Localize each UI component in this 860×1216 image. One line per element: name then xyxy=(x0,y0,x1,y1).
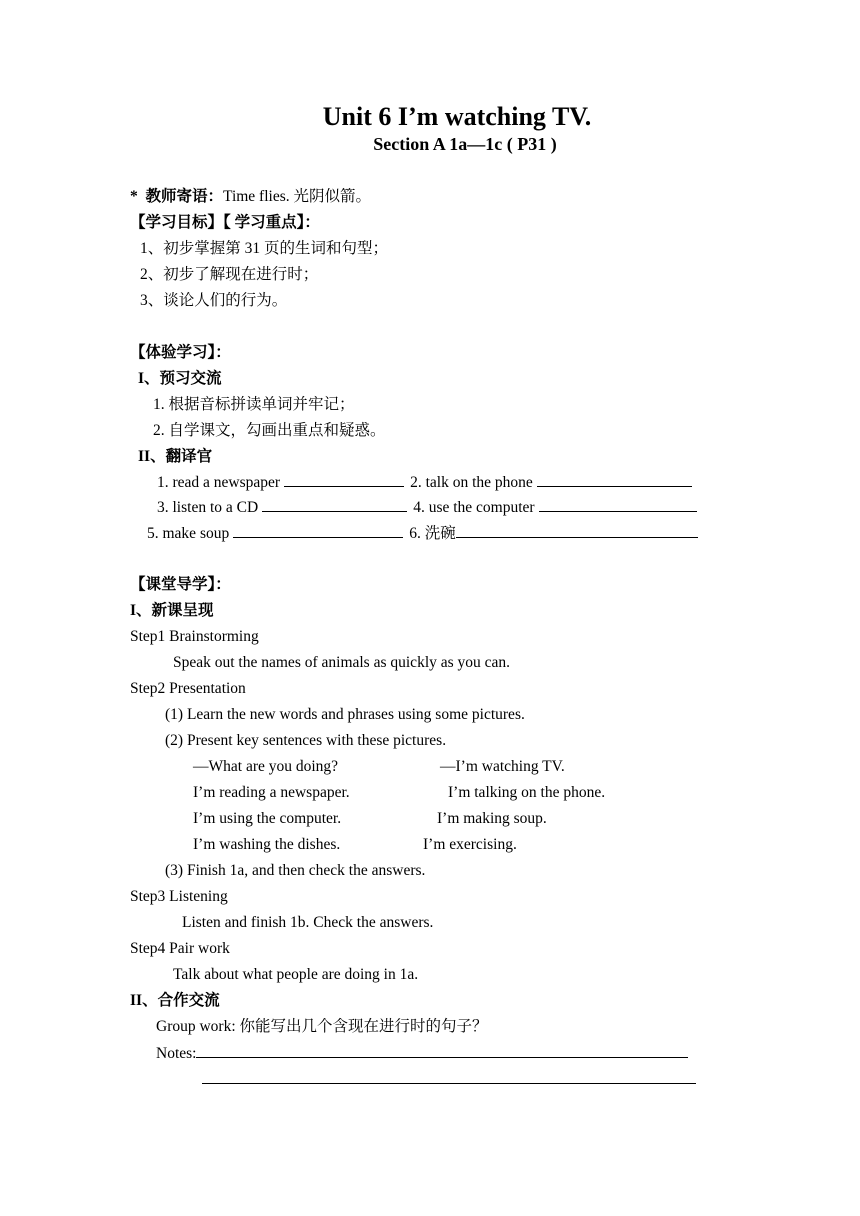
objectives-heading: 【学习目标】【 学习重点】： xyxy=(130,214,320,231)
objective-item: 2、初步了解现在进行时； xyxy=(140,266,319,283)
step-1-text: Speak out the names of animals as quickly as you can. xyxy=(173,654,511,671)
motto-label: 教师寄语： xyxy=(145,188,224,205)
answer-blank[interactable] xyxy=(233,523,403,538)
answer-blank[interactable] xyxy=(456,523,698,538)
step-4: Step4 Pair work xyxy=(130,940,230,957)
step-2-item: (3) Finish 1a, and then check the answers. xyxy=(165,862,426,879)
step-2-item: (2) Present key sentences with these pictures. xyxy=(165,732,447,749)
translate-row xyxy=(157,497,697,518)
group-work: Group work: 你能写出几个含现在进行时的句子？ xyxy=(156,1018,488,1035)
answer-blank[interactable] xyxy=(284,472,404,487)
translate-row xyxy=(147,523,698,544)
answer-blank[interactable] xyxy=(262,497,407,512)
step-2-item: (1) Learn the new words and phrases using some pictures. xyxy=(165,706,525,723)
motto-bullet: * xyxy=(130,188,138,205)
cooperation-heading: II、合作交流 xyxy=(130,992,220,1009)
preview-item: 2. 自学课文，勾画出重点和疑惑。 xyxy=(153,422,386,439)
page-title: Unit 6 I’m watching TV. xyxy=(322,102,592,131)
new-lesson-heading: I、新课呈现 xyxy=(130,602,214,619)
step-3-text: Listen and finish 1b. Check the answers. xyxy=(182,914,434,931)
notes-blank[interactable] xyxy=(196,1043,688,1058)
step-2: Step2 Presentation xyxy=(130,680,246,697)
dialog-right: I’m making soup. xyxy=(437,810,547,827)
translate-item: 6. 洗碗 xyxy=(409,525,456,542)
teacher-motto xyxy=(130,187,371,207)
translate-heading: II、翻译官 xyxy=(138,448,213,465)
classroom-heading: 【课堂导学】： xyxy=(130,576,231,593)
dialog-left: I’m using the computer. xyxy=(193,810,342,827)
translate-item: 5. make soup xyxy=(147,525,230,542)
notes-label: Notes: xyxy=(156,1045,197,1062)
step-4-text: Talk about what people are doing in 1a. xyxy=(173,966,419,983)
preview-item: 1. 根据音标拼读单词并牢记； xyxy=(153,396,355,413)
notes-blank[interactable] xyxy=(202,1069,696,1084)
translate-row xyxy=(157,472,692,493)
translate-item: 2. talk on the phone xyxy=(410,474,533,491)
preview-heading: I、预习交流 xyxy=(138,370,222,387)
objective-item: 1、初步掌握第 31 页的生词和句型； xyxy=(140,240,389,257)
dialog-right: —I’m watching TV. xyxy=(440,758,565,775)
dialog-left: —What are you doing? xyxy=(193,758,339,775)
step-3: Step3 Listening xyxy=(130,888,228,905)
experience-heading: 【体验学习】： xyxy=(130,344,231,361)
motto-text: Time flies. 光阴似箭。 xyxy=(223,188,371,205)
translate-item: 4. use the computer xyxy=(413,499,535,516)
answer-blank[interactable] xyxy=(537,472,692,487)
page-subtitle: Section A 1a—1c ( P31 ) xyxy=(373,134,557,154)
translate-item: 1. read a newspaper xyxy=(157,474,281,491)
dialog-left: I’m washing the dishes. xyxy=(193,836,341,853)
notes-line xyxy=(156,1043,688,1064)
objective-item: 3、谈论人们的行为。 xyxy=(140,292,288,309)
answer-blank[interactable] xyxy=(539,497,697,512)
notes-line-2 xyxy=(202,1069,696,1090)
translate-item: 3. listen to a CD xyxy=(157,499,259,516)
dialog-right: I’m talking on the phone. xyxy=(448,784,606,801)
dialog-left: I’m reading a newspaper. xyxy=(193,784,350,801)
dialog-right: I’m exercising. xyxy=(423,836,517,853)
step-1: Step1 Brainstorming xyxy=(130,628,259,645)
